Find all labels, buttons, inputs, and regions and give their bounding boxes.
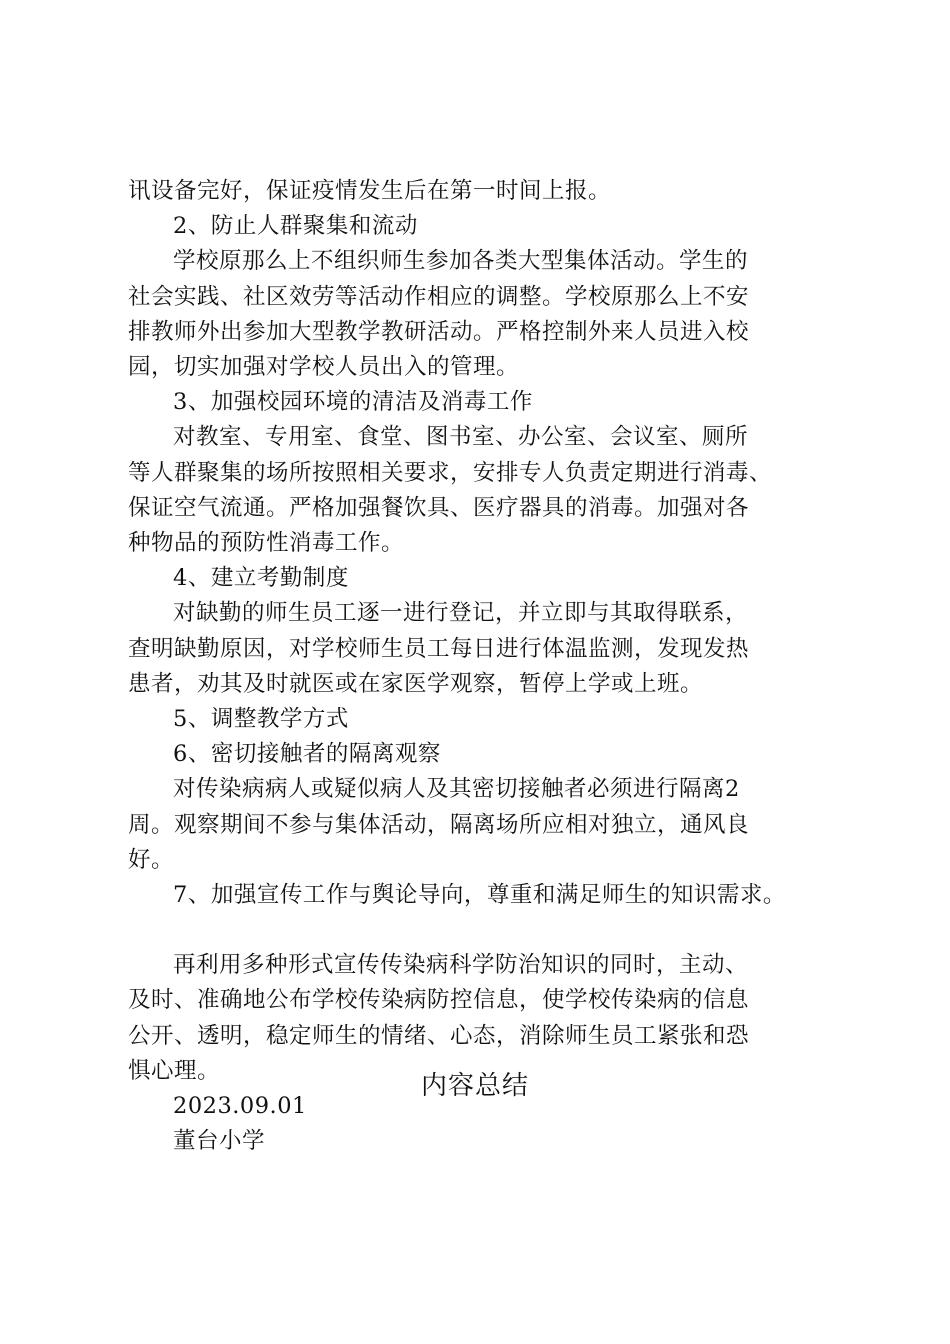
text-line: 园，切实加强对学校人员出入的管理。 (128, 354, 520, 381)
text-line: 学校原那么上不组织师生参加各类大型集体活动。学生的 (173, 248, 749, 275)
text-line: 患者，劝其及时就医或在家医学观察，暂停上学或上班。 (128, 670, 704, 697)
text-line: 对教室、专用室、食堂、图书室、办公室、会议室、厕所 (173, 424, 749, 451)
document-date: 2023.09.01 (173, 1093, 307, 1120)
text-line: 公开、透明，稳定师生的情绪、心态，消除师生员工紧张和恐 (128, 1022, 750, 1049)
section-heading-2: 2、防止人群聚集和流动 (173, 213, 418, 240)
text-line: 排教师外出参加大型教学教研活动。严格控制外来人员进入校 (128, 318, 750, 345)
section-heading-3: 3、加强校园环境的清洁及消毒工作 (173, 389, 533, 416)
section-heading-4: 4、建立考勤制度 (173, 565, 349, 592)
section-heading-6: 6、密切接触者的隔离观察 (173, 741, 441, 768)
text-line: 及时、准确地公布学校传染病防控信息，使学校传染病的信息 (128, 987, 750, 1014)
school-signature: 董台小学 (173, 1128, 266, 1155)
summary-title: 内容总结 (420, 1071, 529, 1101)
text-line: 惧心理。 (128, 1057, 221, 1084)
text-line: 种物品的预防性消毒工作。 (128, 530, 405, 557)
text-line: 保证空气流通。严格加强餐饮具、医疗器具的消毒。加强对各 (128, 494, 750, 521)
text-line: 等人群聚集的场所按照相关要求，安排专人负责定期进行消毒、 (128, 459, 773, 486)
text-line: 周。观察期间不参与集体活动，隔离场所应相对独立，通风良 (128, 811, 750, 838)
text-line: 对传染病病人或疑似病人及其密切接触者必须进行隔离2 (173, 776, 740, 803)
section-heading-7: 7、加强宣传工作与舆论导向，尊重和满足师生的知识需求。 (173, 882, 786, 909)
document-body (128, 174, 840, 1159)
paragraph-gap (128, 913, 840, 948)
text-line: 讯设备完好，保证疫情发生后在第一时间上报。 (128, 178, 612, 204)
text-line: 对缺勤的师生员工逐一进行登记，并立即与其取得联系， (173, 600, 749, 627)
text-line: 再利用多种形式宣传传染病科学防治知识的同时，主动、 (173, 952, 749, 979)
text-line: 社会实践、社区效劳等活动作相应的调整。学校原那么上不安 (128, 283, 750, 310)
text-line: 查明缺勤原因，对学校师生员工每日进行体温监测，发现发热 (128, 635, 750, 662)
section-heading-5: 5、调整教学方式 (173, 706, 349, 733)
text-line: 好。 (128, 846, 175, 873)
